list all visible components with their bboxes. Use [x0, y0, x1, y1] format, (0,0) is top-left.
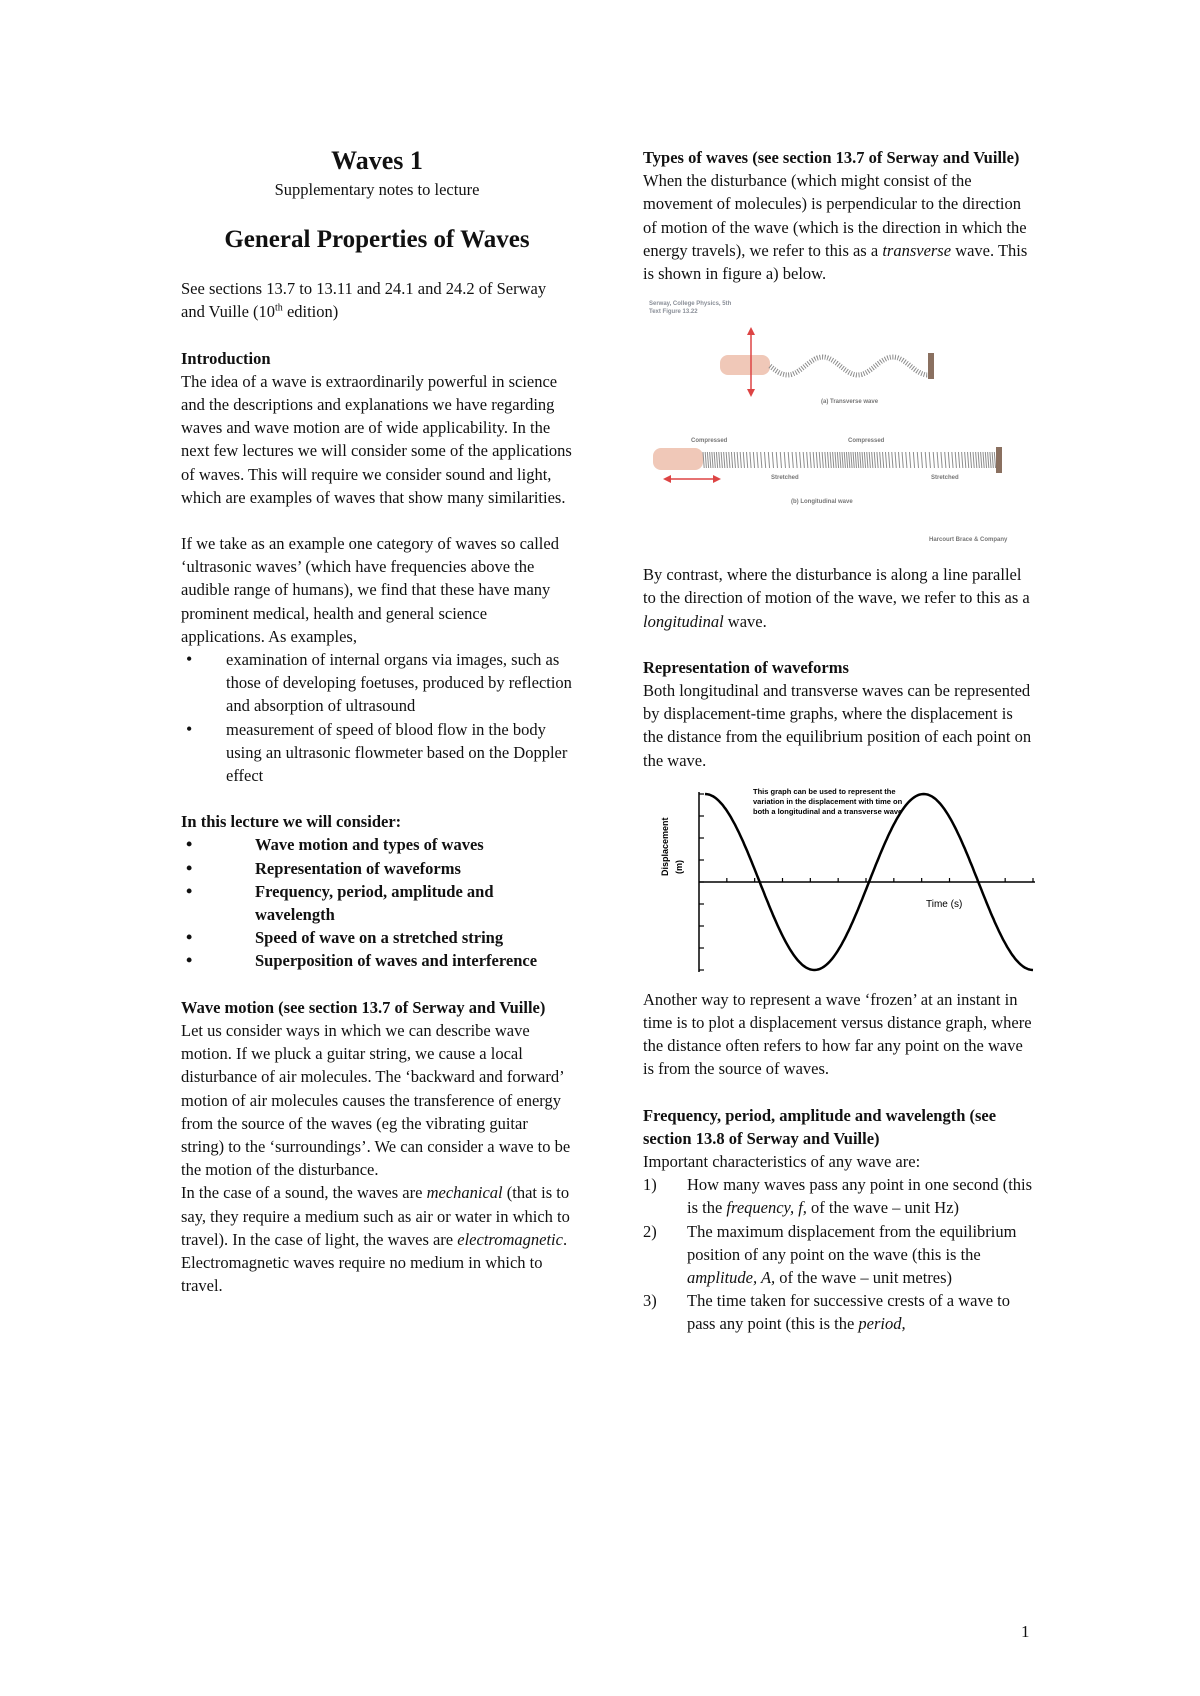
spring-coil: [705, 452, 706, 468]
spring-coil: [816, 452, 817, 468]
spring-coil: [913, 452, 914, 468]
graph-annotation: This graph can be used to represent the: [753, 786, 896, 796]
types-heading: Types of waves (see section 13.7 of Serway and Vuille): [643, 148, 1020, 167]
graph-annotation: variation in the displacement with time on: [753, 796, 903, 806]
spring-coil: [955, 452, 956, 468]
longitudinal-wave: [703, 452, 996, 468]
spring-coil: [978, 452, 979, 468]
spring-coil: [965, 452, 966, 468]
spring-coil: [973, 452, 974, 468]
spring-coil: [825, 452, 826, 468]
spring-coil: [941, 452, 942, 468]
spring-coil: [761, 452, 762, 468]
spring-coil: [981, 452, 982, 468]
spring-coil: [796, 452, 797, 468]
spring-coil: [837, 452, 838, 468]
compressed-label: Compressed: [691, 438, 728, 445]
transverse-wave: [770, 357, 928, 375]
spring-coil: [883, 452, 884, 468]
spring-coil: [988, 452, 989, 468]
spring-coil: [885, 452, 886, 468]
left-column: [181, 146, 573, 1297]
consider-heading: In this lecture we will consider:: [181, 812, 402, 832]
spring-coil: [784, 452, 785, 468]
characteristics-list: [643, 1173, 1037, 1335]
spring-coil: [757, 452, 758, 468]
spring-coil: [921, 452, 922, 468]
spring-coil: [792, 452, 793, 468]
spring-coil: [968, 452, 969, 468]
spring-coil: [813, 452, 814, 468]
spring-coil: [990, 452, 991, 468]
spring-coil: [753, 452, 754, 468]
spring-coil: [958, 452, 959, 468]
spring-coil: [840, 452, 841, 468]
hand-icon: [720, 355, 770, 375]
spring-coil: [833, 452, 834, 468]
spring-coil: [889, 452, 890, 468]
ultrasonic-bullets: [181, 648, 573, 787]
spring-coil: [842, 452, 843, 468]
wave-motion-heading: Wave motion (see section 13.7 of Serway and Vuille): [181, 997, 546, 1017]
spring-coil: [880, 452, 881, 468]
publisher-credit: Harcourt Brace & Company: [929, 537, 1008, 544]
stretched-label: Stretched: [771, 475, 799, 482]
wall-block: [996, 447, 1002, 473]
spring-coil: [737, 452, 738, 468]
spring-coil: [948, 452, 949, 468]
spring-coil: [764, 452, 765, 468]
spring-coil: [855, 452, 856, 468]
spring-coil: [835, 452, 836, 468]
spring-coil: [710, 452, 711, 468]
spring-coil: [731, 452, 732, 468]
frequency-intro: Important characteristics of any wave are:: [643, 1152, 921, 1172]
spring-coil: [937, 452, 938, 468]
spring-coil: [862, 452, 863, 468]
document-subtitle: Supplementary notes to lecture: [274, 180, 480, 199]
list-item: • measurement of speed of blood flow in the body using an ultrasonic flowmeter based on the Doppler effect: [181, 718, 573, 788]
spring-coil: [925, 452, 926, 468]
stretched-label: Stretched: [931, 475, 959, 482]
spring-coil: [807, 452, 808, 468]
spring-coil: [929, 452, 930, 468]
spring-coil: [846, 452, 847, 468]
spring-coil: [985, 452, 986, 468]
list-item: 2) The maximum displacement from the equilibrium position of any point on the wave (this is the amplitude, A, of the wave – unit metres): [643, 1221, 1017, 1288]
displacement-time-graph: [643, 772, 1037, 988]
spring-coil: [872, 452, 873, 468]
wave-types-illustration: [643, 285, 1037, 563]
spring-coil: [860, 452, 861, 468]
contrast-text: By contrast, where the disturbance is along a line parallel to the direction of motion of the wave, we refer to this as a longitudinal wave.: [643, 565, 1030, 631]
graph-svg: [643, 772, 1037, 988]
page-number: 1: [1021, 1622, 1030, 1641]
spring-coil: [910, 452, 911, 468]
intro-text: The idea of a wave is extraordinarily powerful in science and the descriptions and explanations we have regarding waves and wave motion are of wide applicability. In the next few lectures we will consider some of the applications of waves. This will require we consider sound and light, which are examples of waves that show many similarities.: [181, 371, 572, 507]
graph-annotation: both a longitudinal and a transverse wave: [753, 806, 903, 816]
y-axis-label: Displacement: [660, 817, 670, 876]
spring-coil: [992, 452, 993, 468]
spring-coil: [851, 452, 852, 468]
list-item: • Representation of waveforms: [181, 857, 573, 880]
spring-coil: [788, 452, 789, 468]
list-item: • Superposition of waves and interference: [181, 949, 573, 972]
spring-coil: [822, 452, 823, 468]
spring-coil: [714, 452, 715, 468]
section-heading: General Properties of Waves: [224, 226, 530, 254]
spring-coil: [719, 452, 720, 468]
reference-text: See sections 13.7 to 13.11 and 24.1 and 24.2 of Serway and Vuille (10th edition): [181, 279, 547, 322]
spring-coil: [772, 452, 773, 468]
spring-coil: [747, 452, 748, 468]
frozen-text: Another way to represent a wave ‘frozen’ at an instant in time is to plot a displacement versus distance graph, where the distance often refers to how far any point on the wave is from the source of waves.: [643, 989, 1032, 1079]
hand-icon: [653, 448, 703, 470]
spring-coil: [874, 452, 875, 468]
spring-coil: [768, 452, 769, 468]
spring-coil: [803, 452, 804, 468]
spring-coil: [810, 452, 811, 468]
spring-coil: [724, 452, 725, 468]
spring-coil: [740, 452, 741, 468]
figure-source-1: Serway, College Physics, 5th: [649, 301, 732, 308]
spring-coil: [716, 452, 717, 468]
list-item: • Frequency, period, amplitude and wavelength: [181, 880, 573, 926]
wave-types-figure: [643, 285, 1037, 563]
longitudinal-caption: (b) Longitudinal wave: [791, 499, 853, 506]
spring-coil: [867, 452, 868, 468]
spring-coil: [726, 452, 727, 468]
spring-coil: [703, 452, 704, 468]
spring-coil: [780, 452, 781, 468]
compressed-label: Compressed: [848, 438, 885, 445]
spring-coil: [933, 452, 934, 468]
spring-coil: [917, 452, 918, 468]
spring-coil: [844, 452, 845, 468]
spring-coil: [729, 452, 730, 468]
figure-source-2: Text Figure 13.22: [649, 309, 698, 316]
spring-coil: [853, 452, 854, 468]
spring-coil: [849, 452, 850, 468]
spring-coil: [712, 452, 713, 468]
representation-heading: Representation of waveforms: [643, 657, 849, 677]
spring-coil: [743, 452, 744, 468]
wave-motion-text-2: In the case of a sound, the waves are mechanical (that is to say, they require a medium such as air or water in which to travel). In the case of light, the waves are electromagnetic. Electromagnetic waves require no medium in which to travel.: [181, 1183, 570, 1296]
spring-coil: [877, 452, 878, 468]
spring-coil: [902, 452, 903, 468]
list-item: • examination of internal organs via images, such as those of developing foetuses, produced by reflection and absorption of ultrasound: [181, 648, 573, 718]
representation-text: Both longitudinal and transverse waves can be represented by displacement-time graphs, where the displacement is the distance from the equilibrium position of each point on the wave.: [643, 681, 1032, 770]
types-text: When the disturbance (which might consist of the movement of molecules) is perpendicular to the direction of motion of the wave (which is the direction in which the energy travels), we refer to this as a transverse wave. This is shown in figure a) below.: [643, 171, 1028, 284]
consider-list: [181, 833, 573, 972]
spring-coil: [828, 452, 829, 468]
spring-coil: [895, 452, 896, 468]
spring-coil: [970, 452, 971, 468]
spring-coil: [750, 452, 751, 468]
spring-coil: [945, 452, 946, 468]
spring-coil: [707, 452, 708, 468]
frequency-heading: Frequency, period, amplitude and wavelength (see section 13.8 of Serway and Vuille): [643, 1105, 997, 1148]
ultrasonic-text: If we take as an example one category of waves so called ‘ultrasonic waves’ (which have frequencies above the audible range of humans), we find that these have many prominent medical, health and general science applications. As examples,: [181, 534, 559, 646]
x-axis-label: Time (s): [926, 898, 963, 910]
spring-coil: [721, 452, 722, 468]
spring-coil: [906, 452, 907, 468]
transverse-caption: (a) Transverse wave: [821, 399, 879, 406]
spring-coil: [892, 452, 893, 468]
spring-coil: [952, 452, 953, 468]
list-item: • Speed of wave on a stretched string: [181, 926, 573, 949]
spring-coil: [994, 452, 995, 468]
spring-coil: [983, 452, 984, 468]
list-item: 1) How many waves pass any point in one second (this is the frequency, f, of the wave – unit Hz): [643, 1175, 1033, 1218]
list-item: • Wave motion and types of waves: [181, 833, 573, 856]
spring-coil: [776, 452, 777, 468]
spring-coil: [869, 452, 870, 468]
spring-coil: [800, 452, 801, 468]
spring-coil: [864, 452, 865, 468]
right-column: [643, 146, 1037, 1336]
spring-coil: [976, 452, 977, 468]
list-item: 3) The time taken for successive crests of a wave to pass any point (this is the period,: [643, 1291, 1010, 1334]
spring-coil: [734, 452, 735, 468]
spring-coil: [962, 452, 963, 468]
y-axis-unit: (m): [674, 859, 684, 874]
spring-coil: [899, 452, 900, 468]
wall-block: [928, 353, 934, 379]
spring-coil: [857, 452, 858, 468]
document-title: Waves 1: [331, 146, 423, 175]
intro-heading: Introduction: [181, 348, 271, 368]
wave-motion-text: Let us consider ways in which we can describe wave motion. If we pluck a guitar string, we cause a local disturbance of air molecules. The ‘backward and forward’ motion of air molecules causes the transference of energy from the source of the waves (eg the vibrating guitar string) to the ‘surroundings’. We can consider a wave to be the motion of the disturbance.: [181, 1020, 571, 1180]
spring-coil: [819, 452, 820, 468]
spring-coil: [830, 452, 831, 468]
